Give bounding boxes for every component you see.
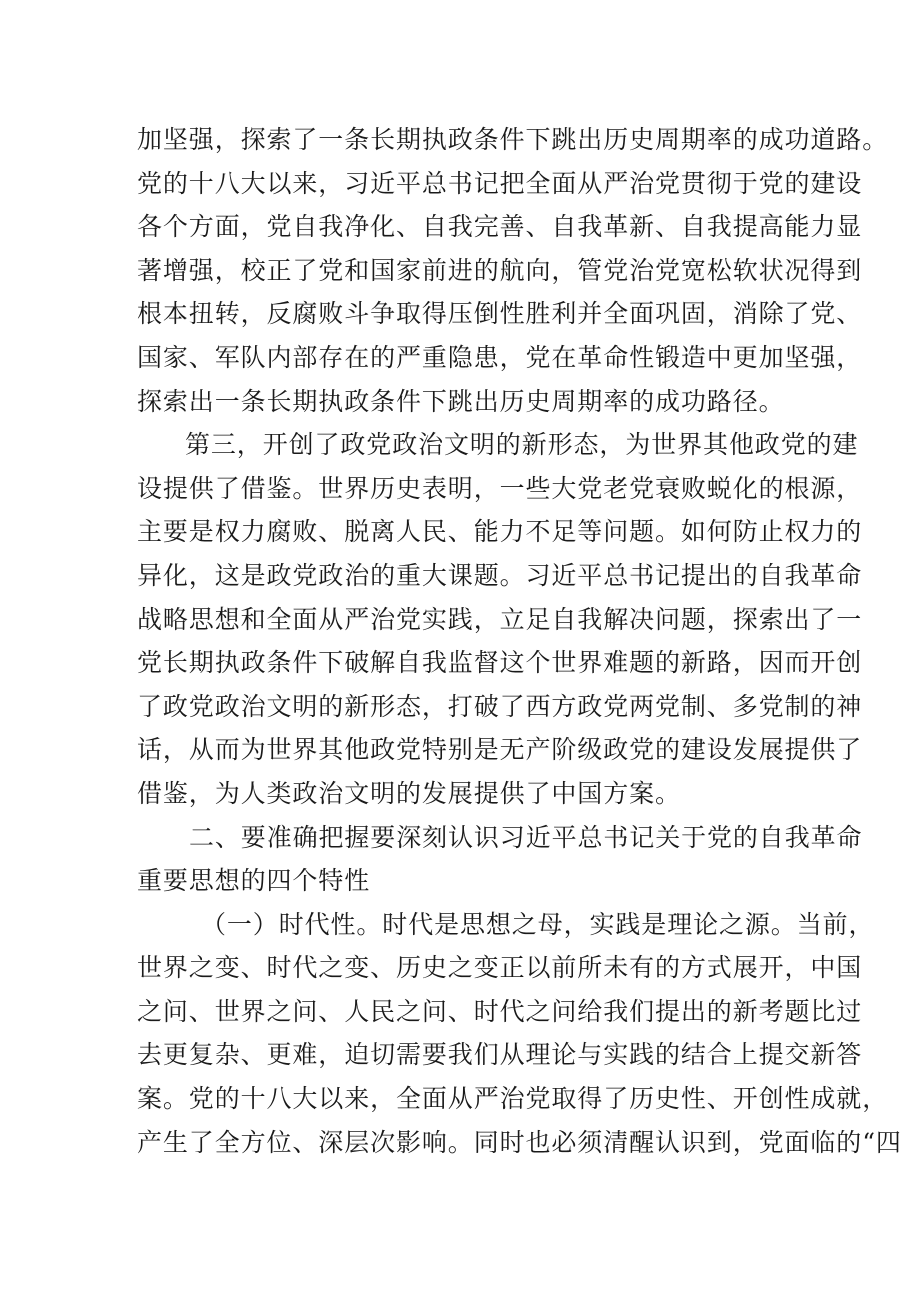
text-line: 异化，这是政党政治的重大课题。习近平总书记提出的自我革命 — [137, 560, 863, 590]
text-line: 去更复杂、更难，迫切需要我们从理论与实践的结合上提交新答 — [137, 1040, 863, 1070]
text-line: 之问、世界之问、人民之问、时代之问给我们提出的新考题比过 — [137, 996, 863, 1026]
section-heading: 二、要准确把握要深刻认识习近平总书记关于党的自我革命 — [189, 822, 863, 852]
text-line: 世界之变、时代之变、历史之变正以前所未有的方式展开，中国 — [137, 953, 863, 983]
text-line: 案。党的十八大以来，全面从严治党取得了历史性、开创性成就， — [137, 1084, 889, 1114]
text-line: 党的十八大以来，习近平总书记把全面从严治党贯彻于党的建设 — [137, 168, 863, 198]
text-line: 战略思想和全面从严治党实践，立足自我解决问题，探索出了一 — [137, 604, 863, 634]
subsection-first-line: （一）时代性。时代是思想之母，实践是理论之源。当前， — [201, 909, 875, 939]
text-line: 产生了全方位、深层次影响。同时也必须清醒认识到，党面临的“四 — [137, 1127, 902, 1157]
text-line: 设提供了借鉴。世界历史表明，一些大党老党衰败蜕化的根源， — [137, 473, 863, 503]
text-line: 话，从而为世界其他政党特别是无产阶级政党的建设发展提供了 — [137, 735, 863, 765]
text-line: 了政党政治文明的新形态，打破了西方政党两党制、多党制的神 — [137, 691, 863, 721]
text-line: 加坚强，探索了一条长期执政条件下跳出历史周期率的成功道路。 — [137, 125, 889, 154]
text-line: 党长期执政条件下破解自我监督这个世界难题的新路，因而开创 — [137, 648, 863, 678]
text-line: 借鉴，为人类政治文明的发展提供了中国方案。 — [137, 778, 681, 808]
text-line: 国家、军队内部存在的严重隐患，党在革命性锻造中更加坚强， — [137, 342, 863, 372]
text-line: 主要是权力腐败、脱离人民、能力不足等问题。如何防止权力的 — [137, 517, 863, 547]
text-line: 各个方面，党自我净化、自我完善、自我革新、自我提高能力显 — [137, 212, 863, 242]
text-line: 探索出一条长期执政条件下跳出历史周期率的成功路径。 — [137, 386, 785, 416]
text-line: 根本扭转，反腐败斗争取得压倒性胜利并全面巩固，消除了党、 — [137, 299, 863, 329]
document-body — [137, 118, 902, 1164]
section-heading-continuation: 重要思想的四个特性 — [137, 866, 371, 896]
text-line: 著增强，校正了党和国家前进的航向，管党治党宽松软状况得到 — [137, 255, 863, 285]
paragraph-first-line: 第三，开创了政党政治文明的新形态，为世界其他政党的建 — [185, 430, 859, 460]
